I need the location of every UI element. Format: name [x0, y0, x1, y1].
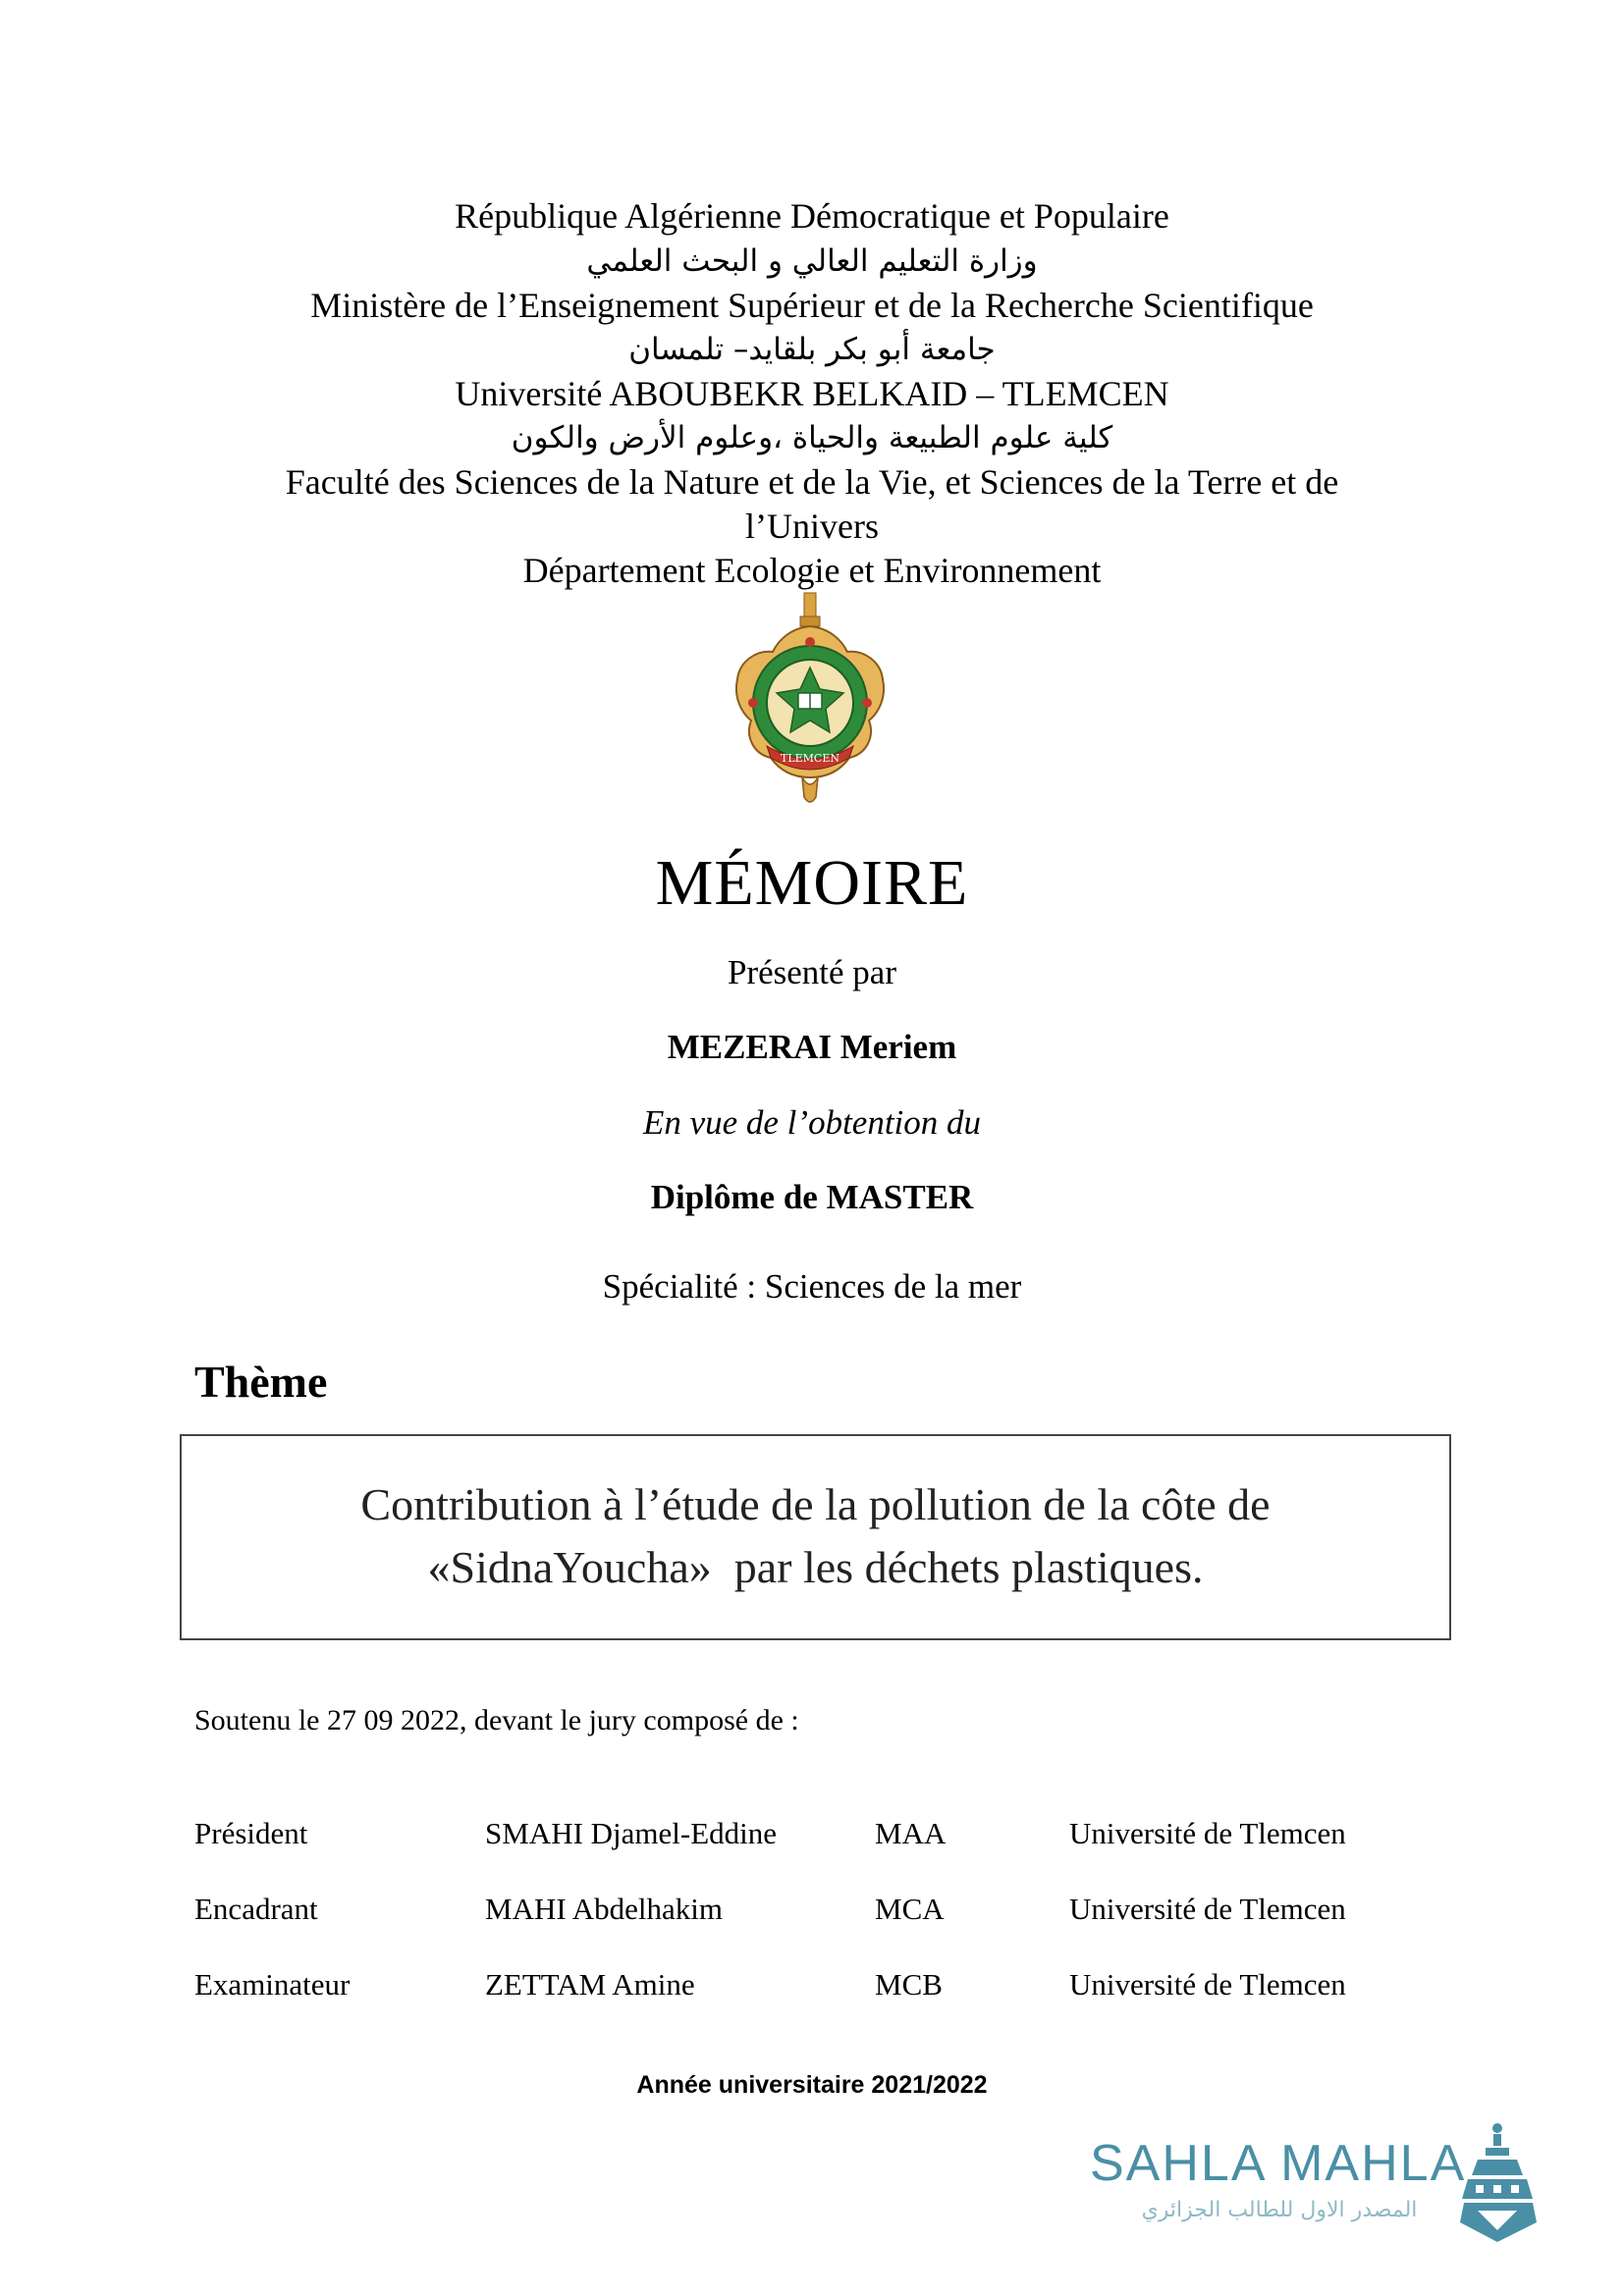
faculty-line-continued: l’Univers [745, 507, 879, 546]
jury-name: MAHI Abdelhakim [485, 1892, 723, 1926]
logo-text: SAHLA MAHLA [1090, 2135, 1467, 2192]
sahla-mahla-logo [1090, 2120, 1542, 2248]
document-type: MÉMOIRE [655, 847, 969, 919]
jury-name: SMAHI Djamel-Eddine [485, 1816, 778, 1850]
emblem-label: TLEMCEN [780, 752, 840, 765]
theme-title [182, 1473, 1449, 1599]
jury-grade: MCB [875, 1967, 943, 2002]
faculty-line: Faculté des Sciences de la Nature et de la Vie, et Sciences de la Terre et de [285, 462, 1339, 502]
diploma-text: Diplôme de MASTER [650, 1178, 974, 1216]
jury-row [0, 1814, 1624, 1853]
specialty-text: Spécialité : Sciences de la mer [602, 1267, 1022, 1306]
jury-name: ZETTAM Amine [485, 1967, 695, 2002]
jury-institution: Université de Tlemcen [1069, 1816, 1346, 1850]
jury-role: Président [194, 1816, 308, 1850]
university-line: Université ABOUBEKR BELKAID – TLEMCEN [455, 374, 1169, 413]
faculty-arabic-line: كلية علوم الطبيعة والحياة ،وعلوم الأرض والكون [511, 420, 1113, 455]
theme-title-line-1: Contribution à l’étude de la pollution de la côte de [360, 1479, 1271, 1529]
department-line: Département Ecologie et Environnement [522, 551, 1102, 590]
logo-mark-icon [1458, 2120, 1539, 2246]
theme-box [180, 1434, 1451, 1640]
theme-title-line-2: «SidnaYoucha» par les déchets plastiques. [427, 1542, 1204, 1592]
jury-role: Examinateur [194, 1967, 351, 2002]
republic-line: République Algérienne Démocratique et Populaire [455, 196, 1169, 236]
jury-row [0, 1890, 1624, 1929]
jury-grade: MCA [875, 1892, 945, 1926]
jury-row [0, 1965, 1624, 2004]
jury-institution: Université de Tlemcen [1069, 1892, 1346, 1926]
ministry-line: Ministère de l’Enseignement Supérieur et de la Recherche Scientifique [310, 286, 1314, 325]
purpose-text: En vue de l’obtention du [642, 1103, 982, 1142]
jury-role: Encadrant [194, 1892, 318, 1926]
university-emblem-icon [731, 589, 889, 807]
academic-year: Année universitaire 2021/2022 [636, 2071, 988, 2099]
author-name: MEZERAI Meriem [667, 1028, 957, 1066]
jury-intro: Soutenu le 27 09 2022, devant le jury composé de : [194, 1704, 799, 1736]
theme-label: Thème [194, 1357, 328, 1407]
logo-subtitle: المصدر الاول للطالب الجزائري [1141, 2198, 1418, 2222]
university-arabic-line: جامعة أبو بكر بلقايد– تلمسان [628, 332, 996, 367]
jury-grade: MAA [875, 1816, 947, 1850]
ministry-arabic-line: وزارة التعليم العالي و البحث العلمي [586, 243, 1038, 279]
jury-institution: Université de Tlemcen [1069, 1967, 1346, 2002]
presented-by: Présenté par [727, 953, 896, 991]
